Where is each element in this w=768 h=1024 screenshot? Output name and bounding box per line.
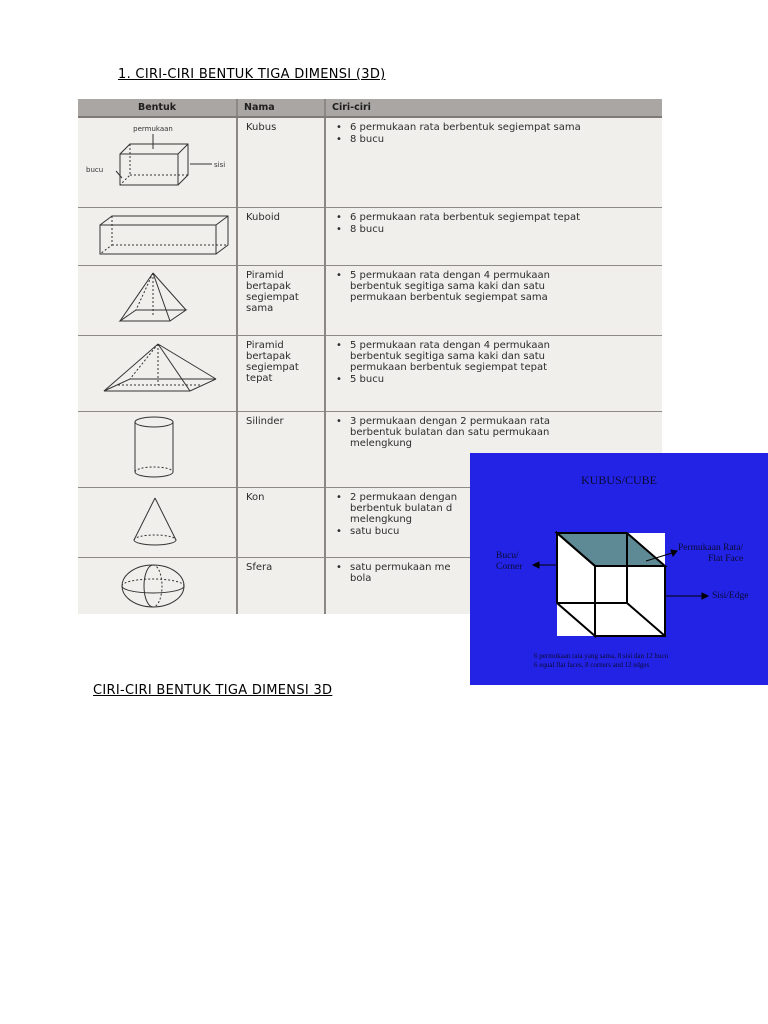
feature-item: • 3 permukaan dengan 2 permukaan rata berbentuk bulatan dan satu permukaan melengkung bbox=[334, 416, 656, 449]
shape-features bbox=[325, 117, 662, 208]
feature-item: • 8 bucu bbox=[334, 134, 656, 145]
cube-drawing bbox=[78, 117, 237, 208]
caption-line-en: 6 equal flat faces, 8 corners and 12 edges bbox=[534, 661, 650, 669]
table-row bbox=[78, 336, 662, 412]
label-sisi: sisi bbox=[214, 161, 226, 169]
cuboid-drawing bbox=[78, 208, 237, 266]
feature-item: • 6 permukaan rata berbentuk segiempat sama bbox=[334, 122, 656, 133]
header-features: Ciri-ciri bbox=[325, 99, 662, 117]
caption-line-ms: 6 permukaan rata yang sama, 8 sisi dan 12 bucu bbox=[534, 652, 669, 660]
rectangular-pyramid-drawing bbox=[78, 336, 237, 412]
shape-features bbox=[325, 266, 662, 336]
square-pyramid-drawing bbox=[78, 266, 237, 336]
table-header-row bbox=[78, 99, 662, 117]
header-name: Nama bbox=[237, 99, 325, 117]
shape-name: Kuboid bbox=[237, 208, 325, 266]
feature-item: • satu permukaan me bola bbox=[334, 562, 656, 584]
slide-caption bbox=[534, 652, 668, 670]
cone-drawing bbox=[78, 488, 237, 558]
shape-name: Kon bbox=[237, 488, 325, 558]
feature-item: • satu bucu bbox=[334, 526, 656, 537]
section-heading: 1. CIRI-CIRI BENTUK TIGA DIMENSI (3D) bbox=[118, 67, 386, 82]
feature-item: • 6 permukaan rata berbentuk segiempat tepat bbox=[334, 212, 656, 223]
label-corner: Bucu/ Corner bbox=[496, 551, 523, 572]
shape-name: Piramid bertapak segiempat tepat bbox=[237, 336, 325, 412]
header-shape: Bentuk bbox=[78, 99, 237, 117]
table-row bbox=[78, 266, 662, 336]
label-edge: Sisi/Edge bbox=[712, 591, 749, 601]
shape-features bbox=[325, 208, 662, 266]
feature-item: • 2 permukaan dengan berbentuk bulatan d melengkung bbox=[334, 492, 656, 525]
feature-item: • 5 permukaan rata dengan 4 permukaan berbentuk segitiga sama kaki dan satu permukaan berbentuk segiempat sama bbox=[334, 270, 656, 303]
feature-item: • 5 permukaan rata dengan 4 permukaan berbentuk segitiga sama kaki dan satu permukaan berbentuk segiempat tepat bbox=[334, 340, 656, 373]
label-flat-face: Permukaan Rata/ Flat Face bbox=[678, 543, 744, 564]
shape-name: Kubus bbox=[237, 117, 325, 208]
shape-name: Sfera bbox=[237, 558, 325, 615]
sphere-drawing bbox=[78, 558, 237, 615]
cube-slide bbox=[470, 453, 768, 685]
table-row bbox=[78, 117, 662, 208]
label-permukaan: permukaan bbox=[133, 125, 173, 133]
cylinder-drawing bbox=[78, 412, 237, 488]
slide-title: KUBUS/CUBE bbox=[580, 473, 657, 487]
table-row bbox=[78, 208, 662, 266]
label-bucu: bucu bbox=[86, 166, 104, 174]
shape-name: Piramid bertapak segiempat sama bbox=[237, 266, 325, 336]
shape-features bbox=[325, 336, 662, 412]
feature-item: • 8 bucu bbox=[334, 224, 656, 235]
section-heading-bottom: CIRI-CIRI BENTUK TIGA DIMENSI 3D bbox=[93, 683, 333, 698]
shape-name: Silinder bbox=[237, 412, 325, 488]
feature-item: • 5 bucu bbox=[334, 374, 656, 385]
